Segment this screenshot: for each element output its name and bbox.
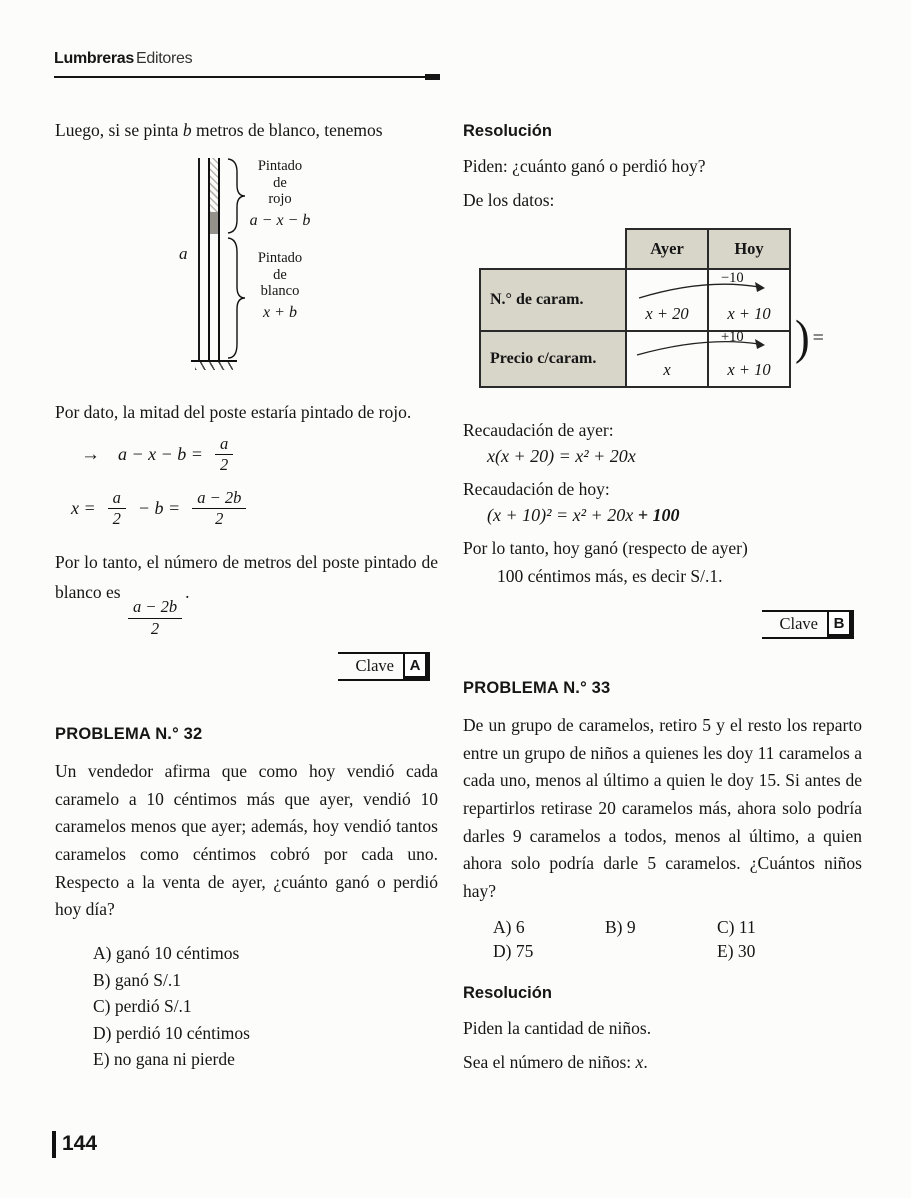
ground-hatch (195, 362, 233, 370)
resolucion-33-title: Resolución (463, 984, 552, 1003)
sea-line (463, 1048, 862, 1076)
equals-sign: = (812, 326, 824, 349)
problem-33-options (493, 917, 862, 962)
equation-recaudacion-hoy (487, 505, 862, 526)
fraction-denominator: 2 (112, 509, 121, 529)
recaudacion-hoy-label: Recaudación de hoy: (463, 479, 610, 499)
fraction-a-over-2 (215, 435, 233, 475)
piden-ninos-line: Piden la cantidad de niños. (463, 1018, 652, 1039)
cell-precio-hoy: x + 10 (708, 331, 790, 387)
fraction-numerator: a − 2b (192, 489, 246, 509)
equation-hoy-plus-100: + 100 (633, 505, 680, 525)
pole-paint-band (210, 212, 218, 234)
cell-caramelos-ayer: x + 20 (626, 269, 708, 331)
equation-1 (81, 435, 438, 475)
equation-hoy-main: (x + 10)² = x² + 20x (487, 505, 634, 525)
clave-label: Clave (762, 610, 828, 639)
intro-text-post: metros de blanco, tenemos (191, 120, 383, 140)
right-column (463, 116, 862, 1076)
caption-line: de (273, 174, 287, 191)
implies-arrow-icon: → (81, 443, 100, 465)
conclusion-period: . (185, 582, 190, 603)
conclusion-line-2: 100 céntimos más, es decir S/.1. (497, 566, 723, 586)
paragraph-mitad: Por dato, la mitad del poste estaría pintado de rojo. (55, 402, 412, 423)
sea-text: Sea el número de niños: (463, 1052, 636, 1073)
column-header-ayer: Ayer (626, 229, 708, 269)
arrow-label-minus-10: −10 (721, 270, 744, 286)
fraction-denominator: 2 (215, 509, 224, 529)
option-b: B) 9 (605, 917, 636, 938)
white-segment-formula: x + b (263, 303, 297, 321)
equation-2 (71, 489, 438, 529)
fraction-numerator: a (108, 489, 126, 509)
caption-line: Pintado (257, 250, 303, 267)
caption-line: Pintado (257, 158, 303, 175)
page-number: 144 (52, 1131, 97, 1158)
conclusion-line-1: Por lo tanto, hoy ganó (respecto de ayer) (463, 538, 748, 558)
publisher-brand (54, 50, 192, 68)
table-header-row (480, 229, 790, 269)
datos-line: De los datos: (463, 190, 555, 210)
left-column (55, 116, 438, 1073)
problem-33-body: De un grupo de caramelos, retiro 5 y el resto los reparto entre un grupo de niños a quienes les doy 11 caramelos a cada uno, menos al último a quien le doy 15. Si antes de repartirlos retirase 20 caramelos más, ahora solo podría darles 9 caramelos a todos, menos al último, a quien ahora solo podría darle 5 caramelos. ¿Cuántos niños hay? (463, 715, 862, 901)
data-table (479, 228, 839, 388)
clave-answer-letter: A (403, 652, 430, 681)
pole-length-label: a (179, 244, 188, 264)
fraction-denominator: 2 (219, 455, 229, 475)
sea-variable-x: x (635, 1052, 644, 1073)
clave-box (762, 610, 855, 639)
table-corner-cell (480, 229, 626, 269)
fraction-numerator: a (215, 435, 233, 455)
row-label-precio: Precio c/caram. (480, 331, 626, 387)
closing-paren-icon: ) (795, 310, 810, 365)
option-e: E) 30 (717, 941, 756, 962)
arrow-minus-10-icon (625, 270, 787, 304)
caption-line: de (273, 266, 287, 283)
ayer-hoy-table (479, 228, 791, 388)
recaudacion-ayer-label: Recaudación de ayer: (463, 420, 614, 440)
intro-paragraph (55, 116, 438, 144)
header-rule (54, 76, 436, 78)
option-c: C) perdió S/.1 (93, 996, 192, 1017)
pole (208, 158, 220, 360)
option-d: D) perdió 10 céntimos (93, 1022, 250, 1043)
option-b: B) ganó S/.1 (93, 969, 181, 990)
problem-33-title: PROBLEMA N.° 33 (463, 679, 611, 697)
option-e: E) no gana ni pierde (93, 1049, 235, 1070)
arrow-plus-10-icon (625, 331, 787, 361)
cell-precio-ayer: x (626, 331, 708, 387)
option-c: C) 11 (717, 917, 756, 938)
option-spacer (605, 941, 717, 962)
conclusion-paragraph (55, 547, 438, 639)
clave-label: Clave (338, 652, 404, 681)
option-a: A) 6 (493, 917, 525, 938)
clave-answer-letter: B (827, 610, 854, 639)
fraction-a-2b-over-2 (192, 489, 246, 529)
white-caption (237, 250, 323, 322)
fraction-a-over-2 (108, 489, 126, 529)
brand-name: Lumbreras (54, 50, 134, 67)
equation-2-mid: − b = (137, 498, 181, 519)
clave-b (463, 610, 854, 639)
resolucion-32-title: Resolución (463, 122, 552, 140)
piden-line: Piden: ¿cuánto ganó o perdió hoy? (463, 156, 706, 176)
intro-variable-b: b (182, 120, 192, 140)
table-equals-group (795, 310, 824, 366)
red-caption (237, 158, 323, 230)
pole-diagram (55, 156, 438, 378)
problem-32-title: PROBLEMA N.° 32 (55, 725, 203, 744)
conclusion-text: Por lo tanto, el número de metros del poste pintado de blanco es (55, 551, 438, 603)
red-segment-formula: a − x − b (249, 211, 311, 229)
clave-box (338, 652, 431, 681)
brand-suffix: Editores (136, 50, 193, 67)
equation-2-lhs: x = (71, 498, 96, 519)
row-label-caramelos: N.° de caram. (480, 269, 626, 331)
problem-32-options (93, 940, 438, 1073)
cell-caramelos-hoy: x + 10 (708, 269, 790, 331)
problem-32-body: Un vendedor afirma que como hoy vendió cada caramelo a 10 céntimos más que ayer, vendió 10 caramelos menos que ayer; además, hoy vendió tantos caramelos como céntimos cobró por cada uno. Respecto a la venta de ayer, ¿cuánto ganó o perdió hoy día? (55, 761, 438, 920)
fraction-numerator: a − 2b (128, 598, 182, 618)
column-header-hoy: Hoy (708, 229, 790, 269)
sea-period: . (643, 1052, 648, 1073)
header-rule-end (425, 74, 440, 80)
pole-dimension-line (198, 158, 200, 360)
option-a: A) ganó 10 céntimos (93, 942, 240, 963)
caption-line: rojo (268, 191, 292, 208)
arrow-label-plus-10: +10 (721, 331, 744, 345)
equation-1-lhs: a − x − b = (118, 444, 203, 465)
fraction-a-2b-over-2 (128, 598, 182, 638)
clave-a (55, 652, 430, 681)
intro-text-pre: Luego, si se pinta (55, 120, 183, 140)
fraction-denominator: 2 (150, 618, 160, 638)
caption-line: blanco (260, 283, 300, 300)
option-d: D) 75 (493, 941, 534, 962)
equation-recaudacion-ayer: x(x + 20) = x² + 20x (487, 446, 636, 466)
